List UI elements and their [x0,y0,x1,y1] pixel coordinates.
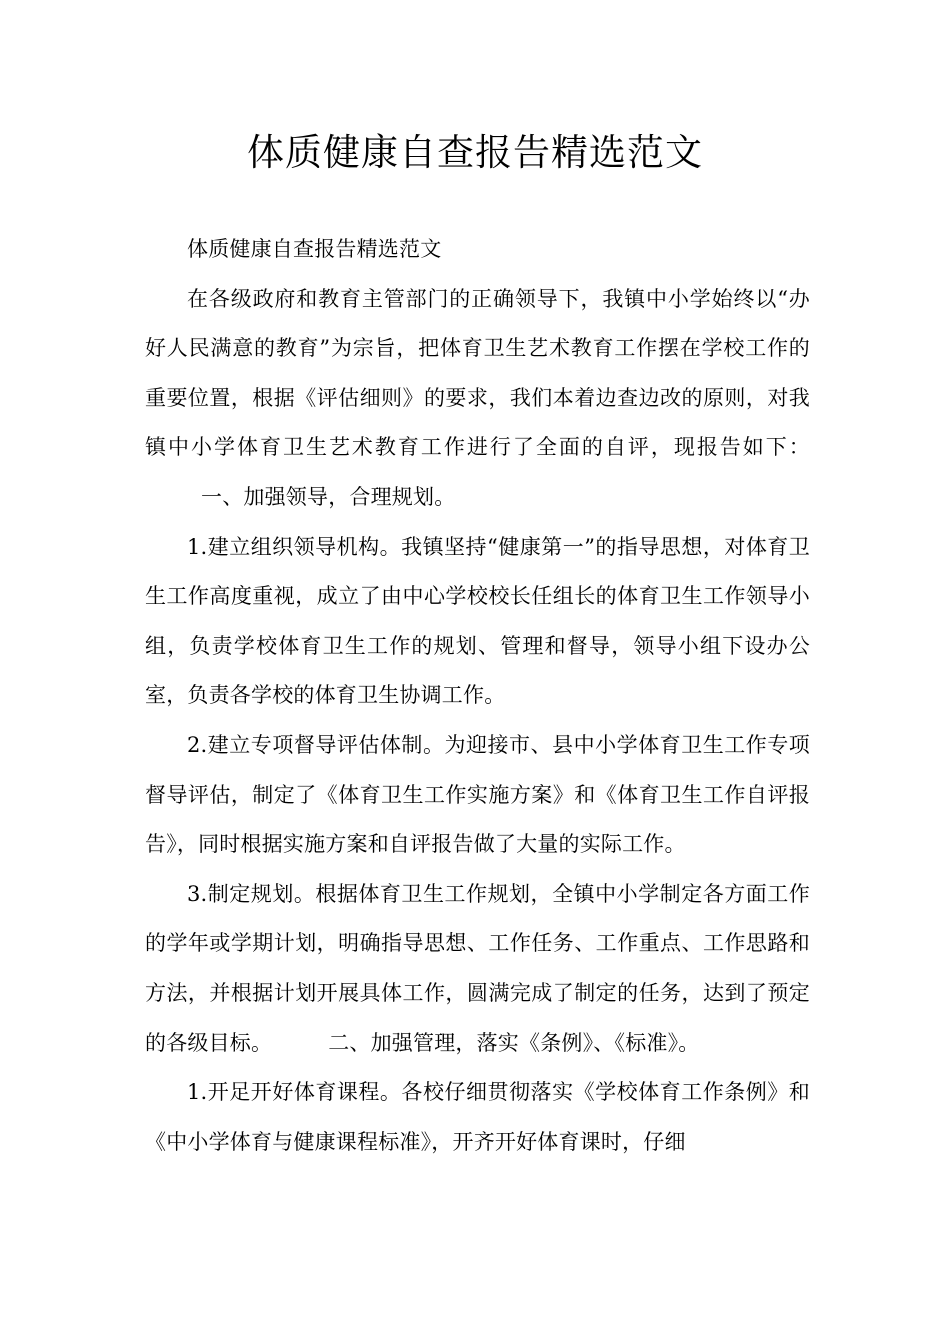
paragraph-text: 在各级政府和教育主管部门的正确领导下，我镇中小学始终以“办好人民满意的教育”为宗旨，把体育卫生艺术教育工作摆在学校工作的重要位置，根据《评估细则》的要求，我们本着边查边改的原则，对我镇中小学体育卫生艺术教育工作进行了全面的自评，现报告如下： [145,286,810,460]
section-heading-2: 二、加强管理，落实《条例》、《标准》。 [328,1030,700,1055]
section-heading-1: 一、加强领导，合理规划。 [201,484,456,509]
document-body [145,225,810,1167]
subtitle-paragraph: 体质健康自查报告精选范文 [187,237,442,261]
paragraph-item-4: 1.开足开好体育课程。各校仔细贯彻落实《学校体育工作条例》和《中小学体育与健康课程标准》，开齐开好体育课时，仔细 [145,1080,810,1154]
paragraph-item-1: 1.建立组织领导机构。我镇坚持“健康第一”的指导思想，对体育卫生工作高度重视，成立了由中心学校校长任组长的体育卫生工作领导小组，负责学校体育卫生工作的规划、管理和督导，领导小组下设办公室，负责各学校的体育卫生协调工作。 [145,534,810,708]
paragraph-text: 3.制定规划。根据体育卫生工作规划，全镇中小学制定各方面工作的学年或学期计划，明确指导思想、工作任务、工作重点、工作思路和方法，并根据计划开展具体工作，圆满完成了制定的任务，达到了预定的各级目标。 [145,881,810,1055]
paragraph-item-2: 2.建立专项督导评估体制。为迎接市、县中小学体育卫生工作专项督导评估，制定了《体育卫生工作实施方案》和《体育卫生工作自评报告》，同时根据实施方案和自评报告做了大量的实际工作。 [145,732,810,857]
paragraph-intro [145,275,810,523]
document-title: 体质健康自查报告精选范文 [247,131,703,174]
paragraph-item-3 [145,870,810,1068]
